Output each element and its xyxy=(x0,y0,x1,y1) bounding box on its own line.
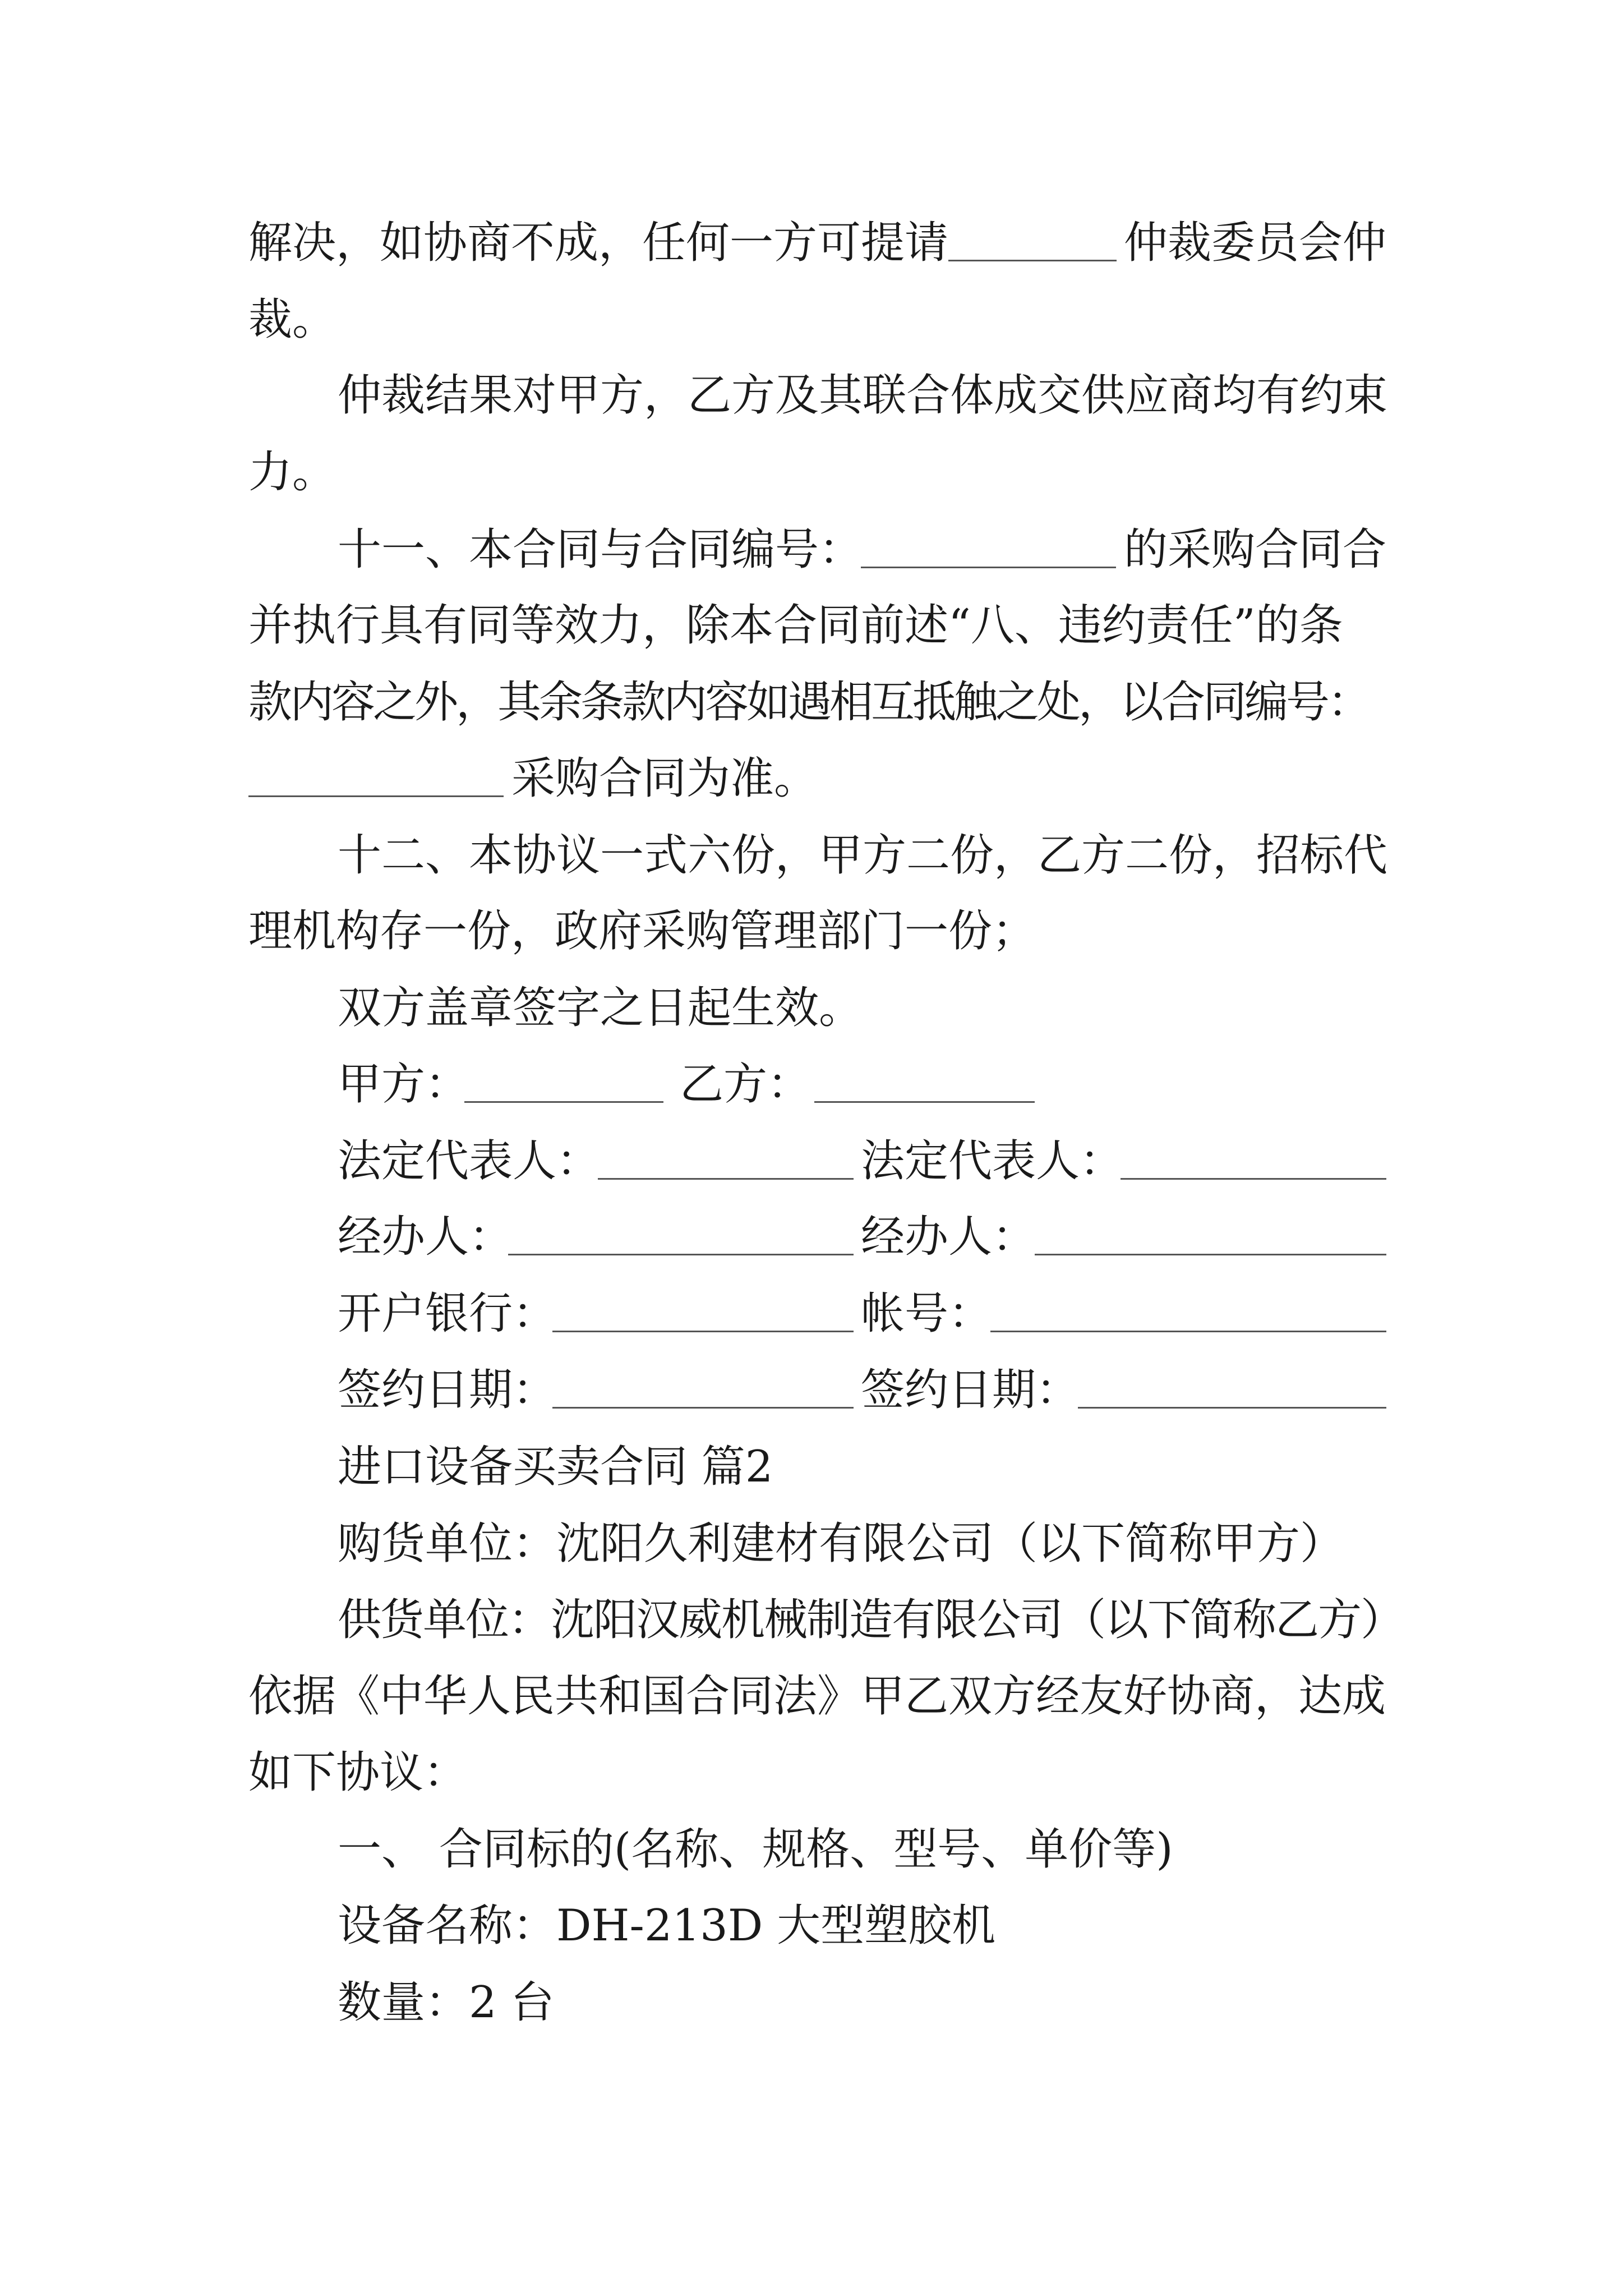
signature-label-date-b: 签约日期： xyxy=(861,1365,1080,1415)
quantity-text: 数量：2 台 xyxy=(338,1977,555,2028)
blank-field xyxy=(552,1362,854,1409)
blank-field xyxy=(861,522,1116,568)
text-segment: 仲裁委员会仲 xyxy=(1124,218,1387,268)
text-segment: 的采购合同合 xyxy=(1124,524,1387,575)
blank-field xyxy=(814,1056,1035,1103)
signature-label-legal-rep-a: 法定代表人： xyxy=(338,1136,601,1186)
signature-label-bank: 开户银行： xyxy=(338,1289,557,1339)
text-segment: 并执行具有同等效力，除本合同前述“八、违约责任”的条 xyxy=(248,600,1343,651)
blank-field xyxy=(1078,1362,1386,1409)
equipment-text: 设备名称：DH-213D 大型塑胶机 xyxy=(338,1901,996,1951)
text-segment: 采购合同为准。 xyxy=(511,753,818,804)
text-segment: 款内容之外，其余条款内容如遇相互抵触之处，以合同编号： xyxy=(248,677,1370,728)
basis-text: 如下协议： xyxy=(248,1747,468,1798)
blank-field xyxy=(508,1209,854,1255)
signature-label-party-b: 乙方： xyxy=(680,1059,811,1110)
blank-field xyxy=(948,215,1117,261)
buyer-text: 购货单位：沈阳久利建材有限公司（以下简称甲方） xyxy=(338,1519,1344,1569)
text-segment: 仲裁结果对甲方，乙方及其联合体成交供应商均有约束 xyxy=(338,370,1388,421)
blank-field xyxy=(990,1286,1386,1332)
text-segment: 力。 xyxy=(248,447,336,498)
text-segment: 裁。 xyxy=(248,295,336,345)
blank-field xyxy=(552,1286,854,1332)
blank-field xyxy=(598,1133,854,1180)
signature-label-legal-rep-b: 法定代表人： xyxy=(861,1136,1124,1186)
blank-field xyxy=(1121,1133,1386,1180)
signature-label-account: 帐号： xyxy=(861,1289,993,1339)
blank-field xyxy=(248,751,504,797)
blank-field xyxy=(1035,1209,1386,1255)
text-segment: 十一、本合同与合同编号： xyxy=(338,524,863,575)
basis-text: 依据《中华人民共和国合同法》甲乙双方经友好协商，达成 xyxy=(248,1671,1386,1722)
seller-text: 供货单位：沈阳汉威机械制造有限公司（以下简称乙方） xyxy=(338,1595,1404,1645)
blank-field xyxy=(464,1056,663,1103)
signature-label-party-a: 甲方： xyxy=(338,1059,469,1110)
text-segment: 双方盖章签字之日起生效。 xyxy=(338,983,863,1033)
signature-label-date-a: 签约日期： xyxy=(338,1365,557,1415)
text-segment: 十二、本协议一式六份，甲方二份，乙方二份，招标代 xyxy=(338,830,1388,881)
text-segment: 理机构存一份，政府采购管理部门一份； xyxy=(248,906,1036,956)
signature-label-handler-a: 经办人： xyxy=(338,1212,513,1262)
text-segment: 解决，如协商不成，任何一方可提请 xyxy=(248,218,949,268)
item-heading: 一、 合同标的(名称、规格、型号、单价等) xyxy=(338,1824,1173,1875)
heading-text: 进口设备买卖合同 篇2 xyxy=(338,1442,773,1492)
signature-label-handler-b: 经办人： xyxy=(861,1212,1036,1262)
